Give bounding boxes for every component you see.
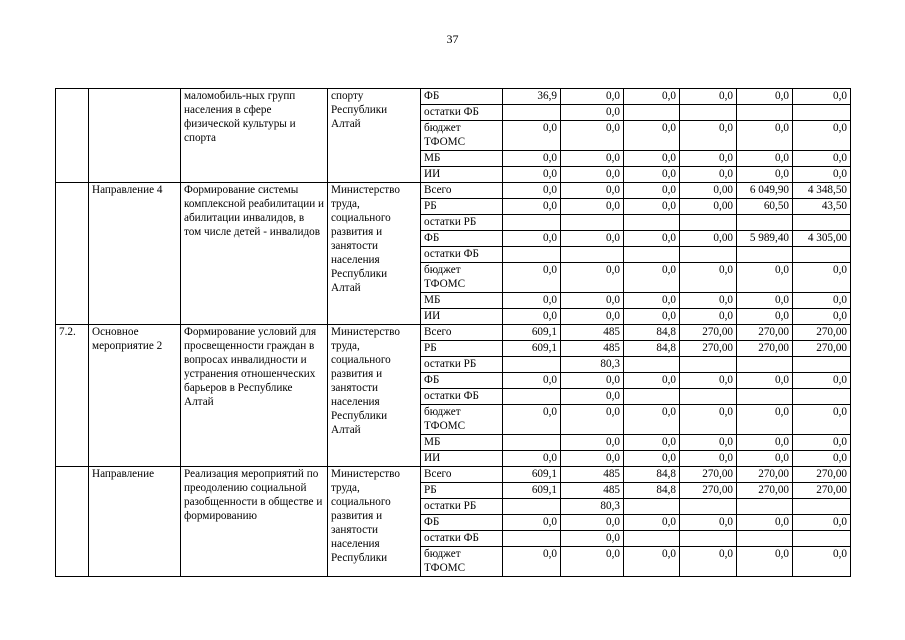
value-cell: 0,0 bbox=[561, 389, 624, 405]
event-name: Направление 4 bbox=[89, 183, 181, 325]
funding-source: остатки РБ bbox=[421, 499, 503, 515]
funding-source: остатки ФБ bbox=[421, 105, 503, 121]
value-cell: 0,0 bbox=[737, 89, 793, 105]
value-cell: 0,0 bbox=[793, 373, 851, 389]
value-cell: 0,0 bbox=[624, 121, 680, 151]
value-cell: 0,0 bbox=[561, 183, 624, 199]
value-cell: 0,0 bbox=[737, 263, 793, 293]
value-cell: 0,0 bbox=[561, 405, 624, 435]
value-cell: 0,0 bbox=[561, 151, 624, 167]
value-cell: 0,0 bbox=[793, 89, 851, 105]
value-cell bbox=[737, 499, 793, 515]
value-cell: 0,0 bbox=[561, 231, 624, 247]
value-cell: 36,9 bbox=[503, 89, 561, 105]
funding-source: ФБ bbox=[421, 89, 503, 105]
value-cell: 609,1 bbox=[503, 325, 561, 341]
funding-source: РБ bbox=[421, 341, 503, 357]
value-cell: 0,00 bbox=[680, 183, 737, 199]
funding-source: бюджет ТФОМС bbox=[421, 405, 503, 435]
event-name bbox=[89, 89, 181, 183]
value-cell bbox=[793, 499, 851, 515]
funding-source: Всего bbox=[421, 467, 503, 483]
value-cell bbox=[503, 499, 561, 515]
responsible-executor: спорту Республики Алтай bbox=[328, 89, 421, 183]
value-cell: 270,00 bbox=[680, 467, 737, 483]
value-cell: 0,0 bbox=[680, 435, 737, 451]
value-cell: 84,8 bbox=[624, 483, 680, 499]
funding-source: бюджет ТФОМС bbox=[421, 263, 503, 293]
funding-source: МБ bbox=[421, 293, 503, 309]
value-cell: 0,0 bbox=[503, 263, 561, 293]
value-cell: 0,0 bbox=[503, 167, 561, 183]
value-cell: 0,0 bbox=[561, 435, 624, 451]
value-cell: 0,0 bbox=[737, 293, 793, 309]
value-cell: 0,0 bbox=[561, 531, 624, 547]
funding-source: бюджет ТФОМС bbox=[421, 121, 503, 151]
value-cell bbox=[624, 357, 680, 373]
value-cell: 0,0 bbox=[624, 89, 680, 105]
value-cell bbox=[624, 389, 680, 405]
value-cell: 0,0 bbox=[793, 405, 851, 435]
value-cell bbox=[503, 247, 561, 263]
value-cell: 0,0 bbox=[737, 451, 793, 467]
value-cell: 0,0 bbox=[503, 231, 561, 247]
value-cell: 0,0 bbox=[561, 89, 624, 105]
value-cell: 270,00 bbox=[737, 483, 793, 499]
value-cell bbox=[737, 105, 793, 121]
value-cell: 0,0 bbox=[737, 515, 793, 531]
funding-source: остатки ФБ bbox=[421, 389, 503, 405]
event-description: Реализация мероприятий по преодолению социальной разобщенности в обществе и формированию bbox=[181, 467, 328, 577]
value-cell: 0,0 bbox=[680, 151, 737, 167]
value-cell bbox=[680, 389, 737, 405]
value-cell: 0,0 bbox=[624, 167, 680, 183]
value-cell: 0,00 bbox=[680, 231, 737, 247]
row-number: 7.2. bbox=[56, 325, 89, 467]
value-cell: 84,8 bbox=[624, 325, 680, 341]
value-cell bbox=[624, 247, 680, 263]
value-cell bbox=[503, 105, 561, 121]
value-cell: 270,00 bbox=[680, 483, 737, 499]
value-cell: 0,0 bbox=[561, 167, 624, 183]
value-cell: 0,0 bbox=[624, 547, 680, 577]
value-cell bbox=[503, 389, 561, 405]
value-cell bbox=[737, 215, 793, 231]
value-cell bbox=[793, 215, 851, 231]
table-row bbox=[56, 89, 851, 105]
value-cell: 0,0 bbox=[737, 435, 793, 451]
value-cell: 0,0 bbox=[680, 405, 737, 435]
value-cell: 0,0 bbox=[680, 89, 737, 105]
event-description: Формирование условий для просвещенности граждан в вопросах инвалидности и устранения отношенческих барьеров в Республике Алтай bbox=[181, 325, 328, 467]
value-cell bbox=[680, 105, 737, 121]
row-number bbox=[56, 89, 89, 183]
value-cell: 0,0 bbox=[793, 293, 851, 309]
value-cell: 0,0 bbox=[793, 547, 851, 577]
value-cell: 0,0 bbox=[737, 547, 793, 577]
funding-source: РБ bbox=[421, 199, 503, 215]
value-cell: 0,0 bbox=[503, 405, 561, 435]
value-cell: 0,0 bbox=[503, 547, 561, 577]
event-name: Основное мероприятие 2 bbox=[89, 325, 181, 467]
funding-source: ФБ bbox=[421, 515, 503, 531]
value-cell bbox=[624, 499, 680, 515]
value-cell: 0,0 bbox=[793, 515, 851, 531]
value-cell: 0,0 bbox=[680, 515, 737, 531]
value-cell: 0,0 bbox=[680, 451, 737, 467]
value-cell: 0,0 bbox=[561, 263, 624, 293]
value-cell: 485 bbox=[561, 467, 624, 483]
value-cell: 0,0 bbox=[503, 373, 561, 389]
value-cell bbox=[561, 247, 624, 263]
value-cell: 270,00 bbox=[793, 341, 851, 357]
value-cell: 0,0 bbox=[737, 121, 793, 151]
value-cell bbox=[737, 389, 793, 405]
value-cell: 270,00 bbox=[793, 483, 851, 499]
value-cell: 0,0 bbox=[624, 199, 680, 215]
value-cell: 0,0 bbox=[561, 199, 624, 215]
funding-source: МБ bbox=[421, 151, 503, 167]
value-cell: 270,00 bbox=[793, 467, 851, 483]
value-cell bbox=[503, 215, 561, 231]
value-cell: 0,0 bbox=[624, 435, 680, 451]
funding-source: ИИ bbox=[421, 309, 503, 325]
value-cell: 0,0 bbox=[503, 309, 561, 325]
value-cell bbox=[680, 215, 737, 231]
value-cell: 4 348,50 bbox=[793, 183, 851, 199]
value-cell: 0,0 bbox=[680, 263, 737, 293]
value-cell bbox=[737, 531, 793, 547]
value-cell: 609,1 bbox=[503, 467, 561, 483]
row-number bbox=[56, 467, 89, 577]
value-cell: 0,0 bbox=[624, 451, 680, 467]
value-cell: 270,00 bbox=[737, 341, 793, 357]
value-cell: 0,0 bbox=[624, 293, 680, 309]
funding-source: ИИ bbox=[421, 451, 503, 467]
value-cell bbox=[503, 357, 561, 373]
value-cell: 80,3 bbox=[561, 499, 624, 515]
value-cell: 84,8 bbox=[624, 467, 680, 483]
value-cell: 270,00 bbox=[680, 325, 737, 341]
value-cell: 0,0 bbox=[680, 293, 737, 309]
value-cell: 0,0 bbox=[561, 309, 624, 325]
value-cell: 0,0 bbox=[503, 121, 561, 151]
funding-source: остатки РБ bbox=[421, 357, 503, 373]
value-cell: 0,0 bbox=[680, 167, 737, 183]
value-cell bbox=[680, 531, 737, 547]
funding-source: РБ bbox=[421, 483, 503, 499]
funding-source: МБ bbox=[421, 435, 503, 451]
value-cell: 0,0 bbox=[793, 451, 851, 467]
value-cell: 0,0 bbox=[680, 121, 737, 151]
value-cell bbox=[624, 215, 680, 231]
value-cell bbox=[680, 499, 737, 515]
responsible-executor: Министерство труда, социального развития и занятости населения Республики bbox=[328, 467, 421, 577]
table-row bbox=[56, 183, 851, 199]
value-cell: 485 bbox=[561, 325, 624, 341]
funding-source: бюджет ТФОМС bbox=[421, 547, 503, 577]
value-cell: 80,3 bbox=[561, 357, 624, 373]
responsible-executor: Министерство труда, социального развития и занятости населения Республики Алтай bbox=[328, 325, 421, 467]
funding-source: ИИ bbox=[421, 167, 503, 183]
value-cell bbox=[624, 105, 680, 121]
value-cell: 485 bbox=[561, 341, 624, 357]
responsible-executor: Министерство труда, социального развития и занятости населения Республики Алтай bbox=[328, 183, 421, 325]
value-cell: 4 305,00 bbox=[793, 231, 851, 247]
value-cell: 0,0 bbox=[737, 309, 793, 325]
value-cell: 0,0 bbox=[737, 373, 793, 389]
value-cell: 0,0 bbox=[793, 151, 851, 167]
value-cell: 0,0 bbox=[503, 183, 561, 199]
value-cell: 0,0 bbox=[680, 373, 737, 389]
budget-table bbox=[55, 88, 851, 577]
value-cell bbox=[680, 247, 737, 263]
value-cell: 0,0 bbox=[793, 263, 851, 293]
value-cell: 270,00 bbox=[793, 325, 851, 341]
value-cell: 0,0 bbox=[624, 515, 680, 531]
value-cell: 0,0 bbox=[680, 547, 737, 577]
value-cell: 609,1 bbox=[503, 341, 561, 357]
value-cell: 0,0 bbox=[561, 515, 624, 531]
value-cell: 5 989,40 bbox=[737, 231, 793, 247]
value-cell bbox=[793, 105, 851, 121]
value-cell bbox=[624, 531, 680, 547]
value-cell: 270,00 bbox=[680, 341, 737, 357]
value-cell: 0,0 bbox=[503, 293, 561, 309]
funding-source: Всего bbox=[421, 183, 503, 199]
value-cell: 0,0 bbox=[561, 293, 624, 309]
value-cell: 0,0 bbox=[624, 183, 680, 199]
value-cell: 485 bbox=[561, 483, 624, 499]
funding-source: Всего bbox=[421, 325, 503, 341]
value-cell bbox=[793, 247, 851, 263]
value-cell bbox=[737, 357, 793, 373]
event-description: маломобиль-ных групп населения в сфере физической культуры и спорта bbox=[181, 89, 328, 183]
value-cell: 0,0 bbox=[737, 151, 793, 167]
value-cell: 0,0 bbox=[624, 231, 680, 247]
value-cell: 0,0 bbox=[503, 451, 561, 467]
event-description: Формирование системы комплексной реабилитации и абилитации инвалидов, в том числе детей - инвалидов bbox=[181, 183, 328, 325]
value-cell: 0,0 bbox=[624, 405, 680, 435]
value-cell bbox=[503, 435, 561, 451]
value-cell: 0,0 bbox=[793, 121, 851, 151]
table-row bbox=[56, 467, 851, 483]
value-cell: 0,0 bbox=[624, 263, 680, 293]
value-cell: 0,0 bbox=[561, 451, 624, 467]
value-cell: 0,0 bbox=[624, 309, 680, 325]
value-cell: 43,50 bbox=[793, 199, 851, 215]
funding-source: ФБ bbox=[421, 373, 503, 389]
value-cell: 0,0 bbox=[561, 121, 624, 151]
value-cell bbox=[793, 357, 851, 373]
value-cell: 0,0 bbox=[561, 105, 624, 121]
row-number bbox=[56, 183, 89, 325]
value-cell: 270,00 bbox=[737, 325, 793, 341]
value-cell: 0,0 bbox=[624, 151, 680, 167]
value-cell bbox=[561, 215, 624, 231]
value-cell bbox=[680, 357, 737, 373]
value-cell: 609,1 bbox=[503, 483, 561, 499]
page-number: 37 bbox=[446, 32, 459, 46]
value-cell: 0,0 bbox=[793, 167, 851, 183]
funding-source: остатки РБ bbox=[421, 215, 503, 231]
value-cell: 0,0 bbox=[624, 373, 680, 389]
value-cell: 0,0 bbox=[737, 405, 793, 435]
value-cell: 60,50 bbox=[737, 199, 793, 215]
event-name: Направление bbox=[89, 467, 181, 577]
funding-source: остатки ФБ bbox=[421, 531, 503, 547]
value-cell bbox=[793, 531, 851, 547]
value-cell: 0,0 bbox=[680, 309, 737, 325]
value-cell: 270,00 bbox=[737, 467, 793, 483]
value-cell: 84,8 bbox=[624, 341, 680, 357]
funding-source: остатки ФБ bbox=[421, 247, 503, 263]
value-cell bbox=[737, 247, 793, 263]
value-cell: 0,0 bbox=[793, 435, 851, 451]
value-cell: 0,0 bbox=[503, 199, 561, 215]
value-cell: 6 049,90 bbox=[737, 183, 793, 199]
value-cell bbox=[503, 531, 561, 547]
value-cell bbox=[793, 389, 851, 405]
value-cell: 0,0 bbox=[561, 373, 624, 389]
value-cell: 0,00 bbox=[680, 199, 737, 215]
value-cell: 0,0 bbox=[503, 151, 561, 167]
funding-source: ФБ bbox=[421, 231, 503, 247]
table-row bbox=[56, 325, 851, 341]
value-cell: 0,0 bbox=[737, 167, 793, 183]
value-cell: 0,0 bbox=[503, 515, 561, 531]
value-cell: 0,0 bbox=[793, 309, 851, 325]
value-cell: 0,0 bbox=[561, 547, 624, 577]
